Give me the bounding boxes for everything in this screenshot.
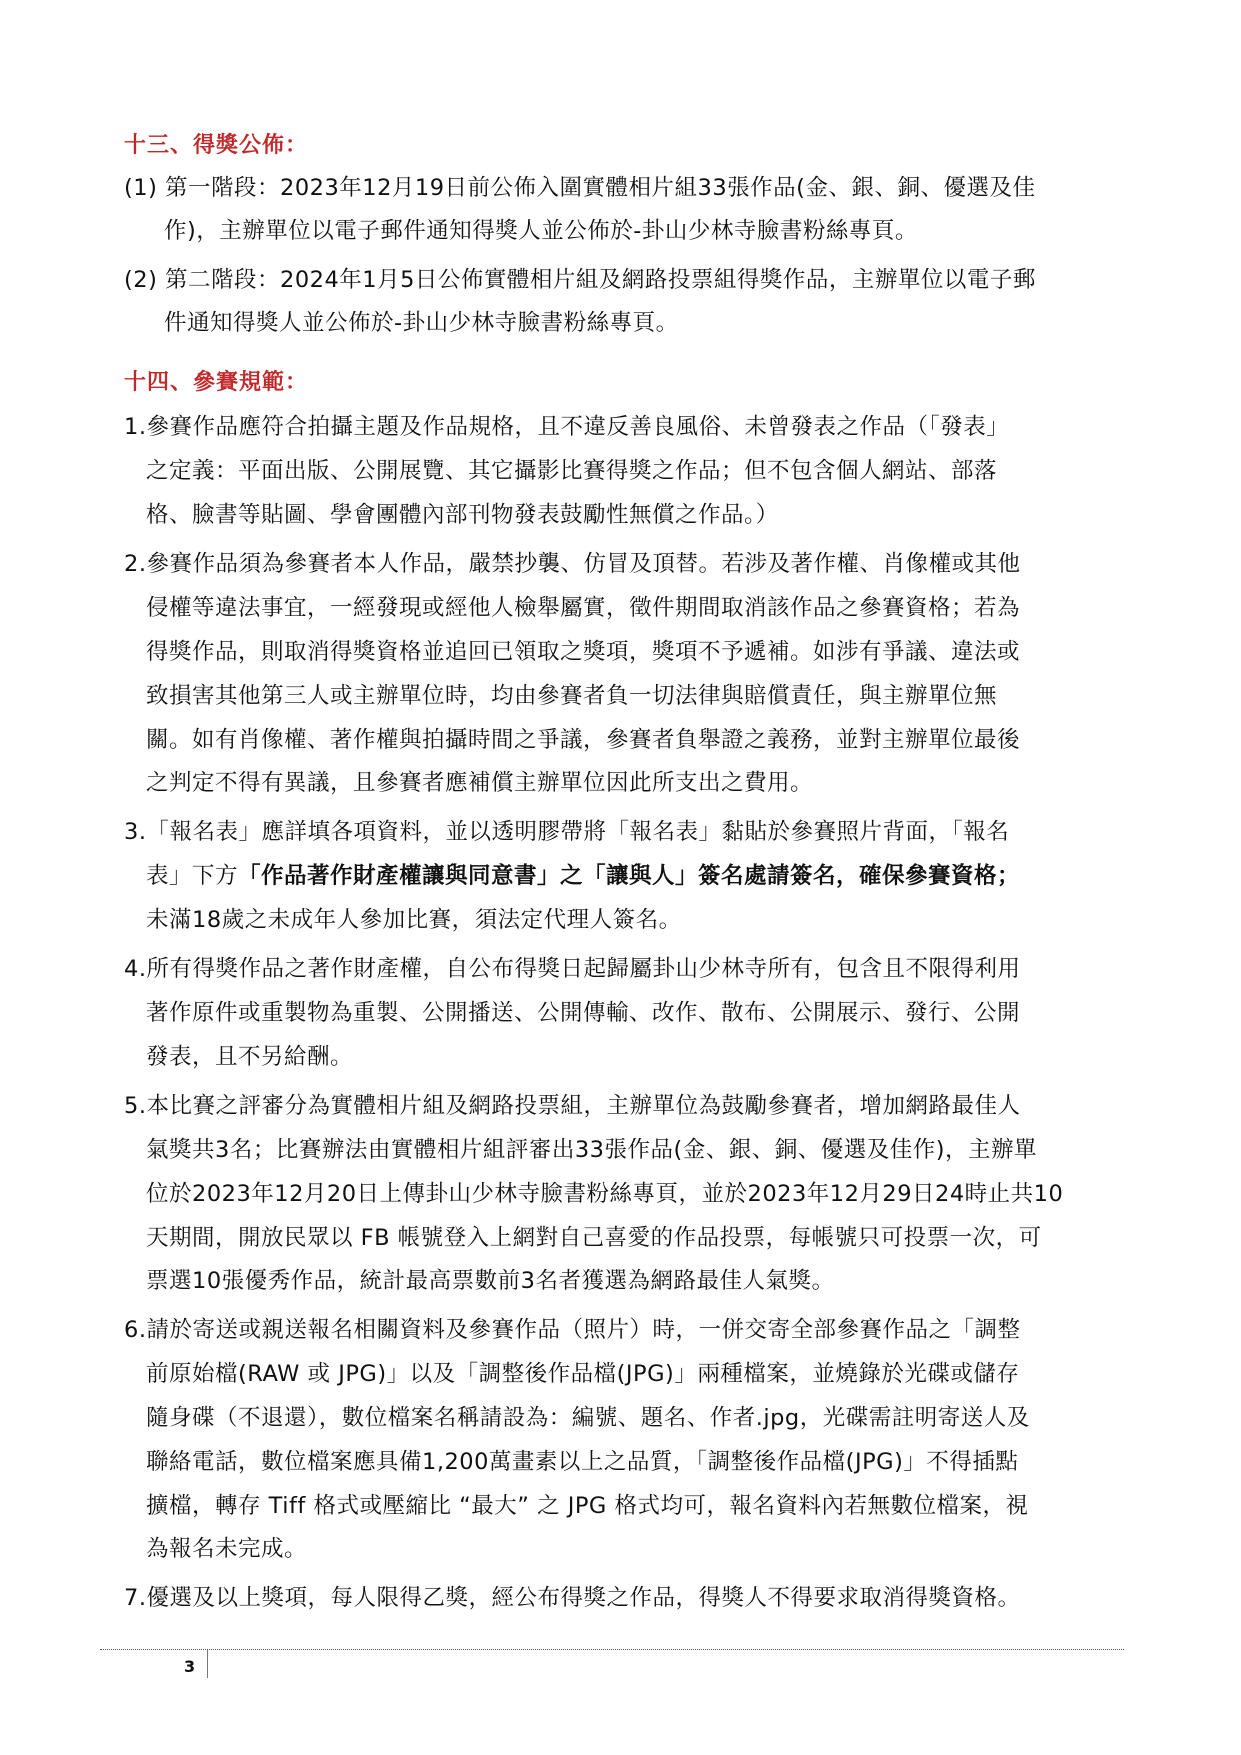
rule4-line: 著作原件或重製物為重製、公開播送、公開傳輸、改作、散布、公開展示、發行、公開 (146, 1000, 1021, 1026)
rule4-line: 發表，且不另給酬。 (146, 1044, 354, 1070)
rule2-line: 關。如有肖像權、著作權與拍攝時間之爭議，參賽者負舉證之義務，並對主辦單位最後 (146, 727, 1021, 753)
s13-item1-line1: (1) 第一階段：2023年12月19日前公佈入圍實體相片組33張作品(金、銀、銅、優選及佳 (124, 175, 1036, 201)
rule3-consent-emphasis: 「作品著作財產權讓與同意書」之「讓與人」簽名處請簽名，確保參賽資格； (238, 863, 1021, 889)
rule6-line: 擴檔，轉存 Tiff 格式或壓縮比 “最大” 之 JPG 格式均可，報名資料內若無數位檔案，視 (146, 1493, 1029, 1519)
rule2-line: 得獎作品，則取消得獎資格並追回已領取之獎項，獎項不予遞補。如涉有爭議、違法或 (146, 639, 1021, 665)
rule5-line: 位於2023年12月20日上傳卦山少林寺臉書粉絲專頁，並於2023年12月29日24時止共10 (146, 1181, 1064, 1207)
rule1-line: 1.參賽作品應符合拍攝主題及作品規格，且不違反善良風俗、未曾發表之作品（「發表」 (124, 414, 1010, 440)
rule5-line: 氣獎共3名；比賽辦法由實體相片組評審出33張作品(金、銀、銅、優選及佳作)，主辦單 (146, 1137, 1038, 1163)
rule2-line: 致損害其他第三人或主辦單位時，均由參賽者負一切法律與賠償責任，與主辦單位無 (146, 683, 998, 709)
rule4-line: 4.所有得獎作品之著作財產權，自公布得獎日起歸屬卦山少林寺所有，包含且不限得利用 (124, 956, 1021, 982)
rule6-line: 為報名未完成。 (146, 1536, 308, 1562)
rule2-line: 之判定不得有異議，且參賽者應補償主辦單位因此所支出之費用。 (146, 770, 814, 796)
rule1-line: 格、臉書等貼圖、學會團體內部刊物發表鼓勵性無償之作品。） (146, 502, 779, 528)
s13-item1-line2: 作)，主辦單位以電子郵件通知得獎人並公佈於-卦山少林寺臉書粉絲專頁。 (164, 218, 918, 244)
rule1-line: 之定義：平面出版、公開展覽、其它攝影比賽得獎之作品；但不包含個人網站、部落 (146, 458, 998, 484)
rule5-line: 票選10張優秀作品，統計最高票數前3名者獲選為網路最佳人氣獎。 (146, 1268, 835, 1294)
page-number: 3 (184, 1657, 196, 1676)
rule3-line3: 未滿18歲之未成年人參加比賽，須法定代理人簽名。 (146, 907, 682, 933)
rule3-line2 (146, 861, 1020, 891)
rule6-line: 隨身碟（不退還），數位檔案名稱請設為：編號、題名、作者.jpg，光碟需註明寄送人及 (146, 1405, 1030, 1431)
rule6-line: 6.請於寄送或親送報名相關資料及參賽作品（照片）時，一併交寄全部參賽作品之「調整 (124, 1317, 1021, 1343)
footer-divider (100, 1649, 1124, 1650)
rule2-line: 侵權等違法事宜，一經發現或經他人檢舉屬實，徵件期間取消該作品之參賽資格；若為 (146, 595, 1021, 621)
section-14-heading: 十四、參賽規範： (124, 370, 309, 395)
rule5-line: 天期間，開放民眾以 FB 帳號登入上網對自己喜愛的作品投票，每帳號只可投票一次，可 (146, 1225, 1042, 1251)
rule6-line: 聯絡電話，數位檔案應具備1,200萬畫素以上之品質，「調整後作品檔(JPG)」不得插點 (146, 1449, 1019, 1475)
rule2-line: 2.參賽作品須為參賽者本人作品，嚴禁抄襲、仿冒及頂替。若涉及著作權、肖像權或其他 (124, 551, 1021, 577)
rule5-line: 5.本比賽之評審分為實體相片組及網路投票組，主辦單位為鼓勵參賽者，增加網路最佳人 (124, 1093, 1021, 1119)
page-number-separator (207, 1650, 208, 1678)
s13-item2-line1: (2) 第二階段：2024年1月5日公佈實體相片組及網路投票組得獎作品，主辦單位以電子郵 (124, 267, 1036, 293)
rule6-line: 前原始檔(RAW 或 JPG)」以及「調整後作品檔(JPG)」兩種檔案，並燒錄於光碟或儲存 (146, 1361, 1020, 1387)
s13-item2-line2: 件通知得獎人並公佈於-卦山少林寺臉書粉絲專頁。 (164, 310, 679, 336)
section-13-heading: 十三、得獎公佈： (124, 133, 309, 158)
rule7-line: 7.優選及以上獎項，每人限得乙獎，經公布得獎之作品，得獎人不得要求取消得獎資格。 (124, 1585, 1021, 1611)
rule3-line1: 3.「報名表」應詳填各項資料，並以透明膠帶將「報名表」黏貼於參賽照片背面，「報名 (124, 819, 1010, 845)
rule3-line2-start: 表」下方 (146, 863, 239, 889)
